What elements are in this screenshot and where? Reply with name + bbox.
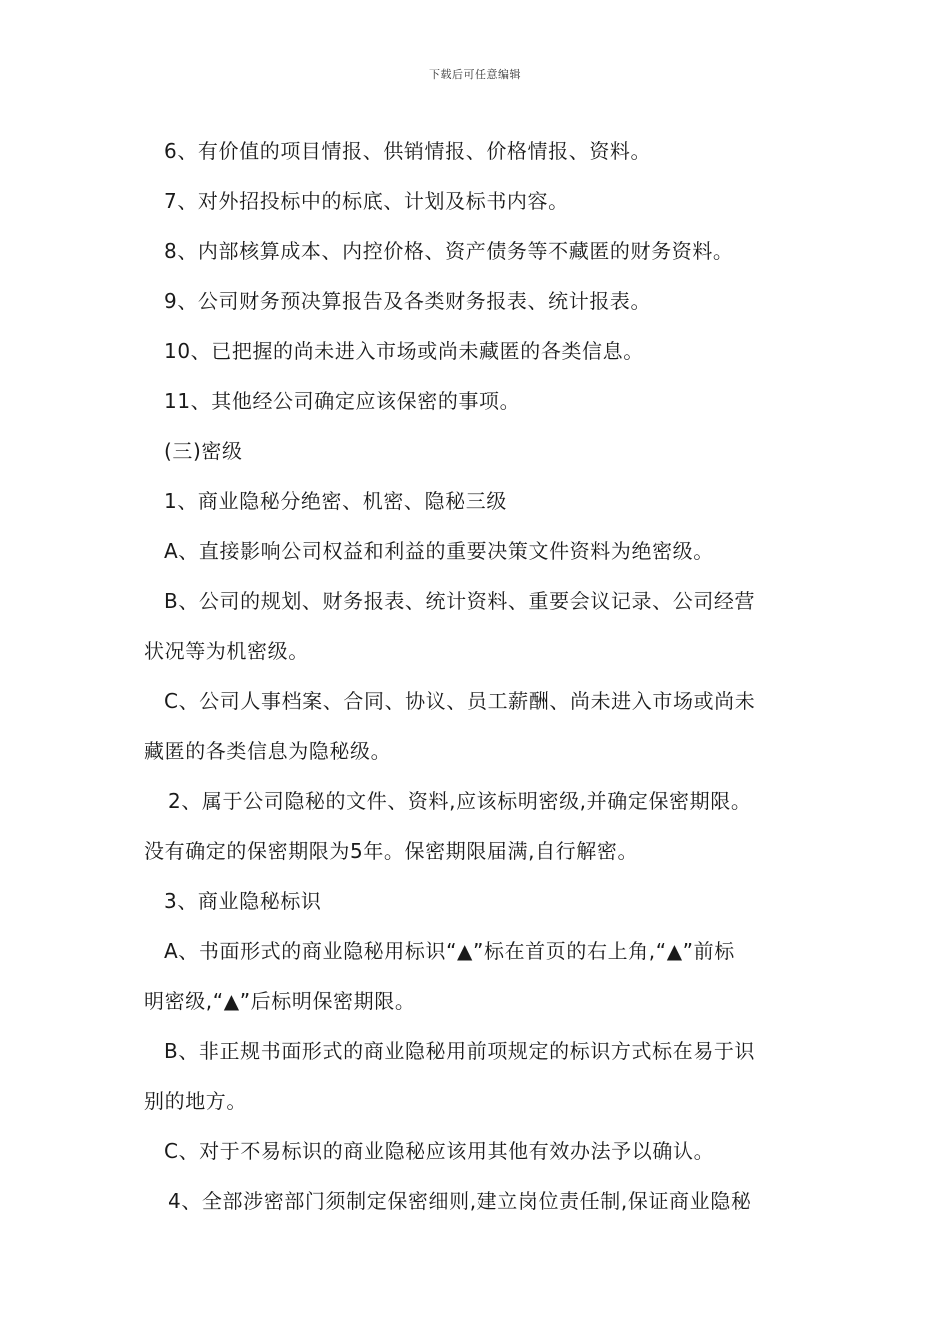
paragraph-line: C、对于不易标识的商业隐秘应该用其他有效办法予以确认。 (164, 1139, 715, 1163)
paragraph-line: 9、公司财务预决算报告及各类财务报表、统计报表。 (164, 289, 652, 313)
paragraph-line: 10、已把握的尚未进入市场或尚未藏匿的各类信息。 (164, 339, 644, 363)
paragraph-line: 别的地方。 (144, 1089, 247, 1113)
paragraph-line: 状况等为机密级。 (144, 639, 309, 663)
page-header: 下载后可任意编辑 (429, 68, 521, 81)
paragraph-line: B、公司的规划、财务报表、统计资料、重要会议记录、公司经营 (164, 589, 756, 613)
paragraph-line: 6、有价值的项目情报、供销情报、价格情报、资料。 (164, 139, 652, 163)
paragraph-line: B、非正规书面形式的商业隐秘用前项规定的标识方式标在易于识 (164, 1039, 756, 1063)
paragraph-line: 没有确定的保密期限为5年。保密期限届满,自行解密。 (144, 839, 639, 863)
paragraph-line: 1、商业隐秘分绝密、机密、隐秘三级 (164, 489, 507, 513)
document-body (144, 126, 814, 1226)
paragraph-line: 2、属于公司隐秘的文件、资料,应该标明密级,并确定保密期限。 (168, 789, 752, 813)
section-heading: (三)密级 (164, 439, 243, 463)
paragraph-line: 7、对外招投标中的标底、计划及标书内容。 (164, 189, 569, 213)
paragraph-line: 明密级,“▲”后标明保密期限。 (144, 989, 416, 1013)
paragraph-line: 4、全部涉密部门须制定保密细则,建立岗位责任制,保证商业隐秘 (168, 1189, 752, 1213)
paragraph-line: 3、商业隐秘标识 (164, 889, 322, 913)
paragraph-line: A、直接影响公司权益和利益的重要决策文件资料为绝密级。 (164, 539, 714, 563)
paragraph-line: 11、其他经公司确定应该保密的事项。 (164, 389, 521, 413)
paragraph-line: 藏匿的各类信息为隐秘级。 (144, 739, 392, 763)
paragraph-line: A、书面形式的商业隐秘用标识“▲”标在首页的右上角,“▲”前标 (164, 939, 735, 963)
paragraph-line: C、公司人事档案、合同、协议、员工薪酬、尚未进入市场或尚未 (164, 689, 756, 713)
paragraph-line: 8、内部核算成本、内控价格、资产债务等不藏匿的财务资料。 (164, 239, 734, 263)
